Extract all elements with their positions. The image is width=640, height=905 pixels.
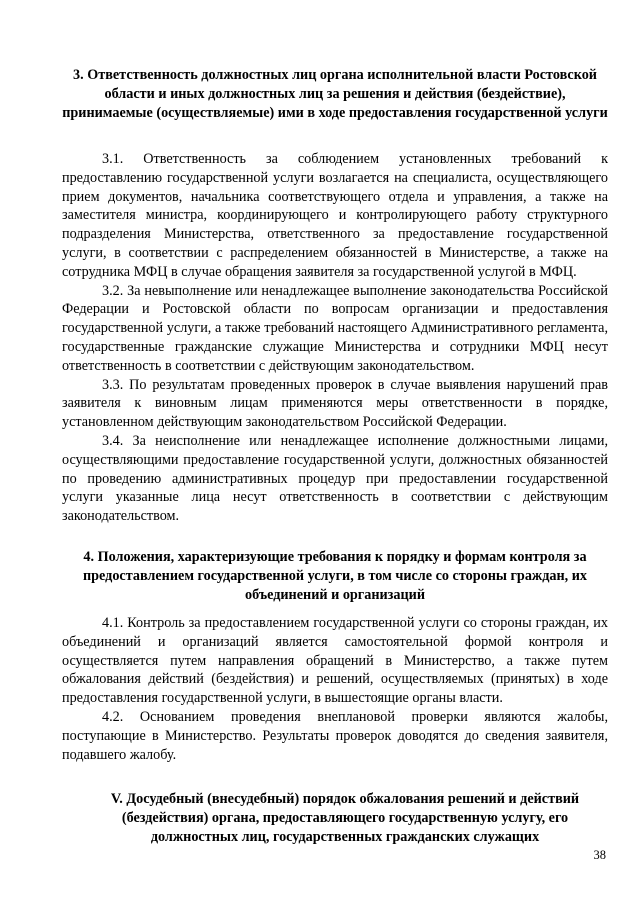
section-5-heading: V. Досудебный (внесудебный) порядок обжалования решений и действий (бездействия) органа, предоставляющего государственную услугу, его должностных лиц, государственных гражданских служащих <box>110 791 580 845</box>
section-4-body <box>62 614 608 764</box>
section-3-body <box>62 150 608 526</box>
page-number: 38 <box>593 848 606 862</box>
paragraph-3-2: 3.2. За невыполнение или ненадлежащее выполнение законодательства Российской Федерации и Ростовской области по вопросам организации и предоставления государственной услуги, а также требований настоящего Административного регламента, государственные гражданские служащие Министерства и сотрудники МФЦ несут ответственность в соответствии с действующим законодательством. <box>62 282 608 374</box>
paragraph-4-2: 4.2. Основанием проведения внеплановой проверки являются жалобы, поступающие в Министерство. Результаты проверок доводятся до сведения заявителя, подавшего жалобу. <box>62 708 608 763</box>
paragraph-3-3: 3.3. По результатам проведенных проверок в случае выявления нарушений прав заявителя к виновным лицам применяются меры ответственности в порядке, установленном действующим законодательством Российской Федерации. <box>62 376 608 431</box>
section-3-heading: 3. Ответственность должностных лиц органа исполнительной власти Ростовской области и иных должностных лиц за решения и действия (бездействие), принимаемые (осуществляемые) ими в ходе предоставления государственной услуги <box>62 67 608 121</box>
paragraph-3-4: 3.4. За неисполнение или ненадлежащее исполнение должностными лицами, осуществляющими предоставление государственной услуги, должностных обязанностей по проведению административных процедур при предоставлении государственной услуги указанные лица несут ответственность в соответствии с действующим законодательством. <box>62 432 608 525</box>
paragraph-3-1: 3.1. Ответственность за соблюдением установленных требований к предоставлению государственной услуги возлагается на специалиста, осуществляющего прием документов, начальника соответствующего отдела и управления, а также на заместителя министра, координирующего и контролирующего работу структурного подразделения Министерства, ответственного за предоставление государственной услуги, в соответствии с распределением обязанностей в Министерстве, а также на сотрудника МФЦ в случае обращения заявителя за государственной услугой в МФЦ. <box>62 151 608 280</box>
paragraph-4-1: 4.1. Контроль за предоставлением государственной услуги со стороны граждан, их объединений и организаций является самостоятельной формой контроля и осуществляется путем направления обращений в Министерство, а также путем обжалования действий (бездействия) и решений, осуществляемых (принятых) в ходе предоставления государственной услуги, в вышестоящие органы власти. <box>62 615 608 707</box>
section-4-heading: 4. Положения, характеризующие требования к порядку и формам контроля за предоставлением государственной услуги, в том числе со стороны граждан, их объединений и организаций <box>82 549 588 603</box>
